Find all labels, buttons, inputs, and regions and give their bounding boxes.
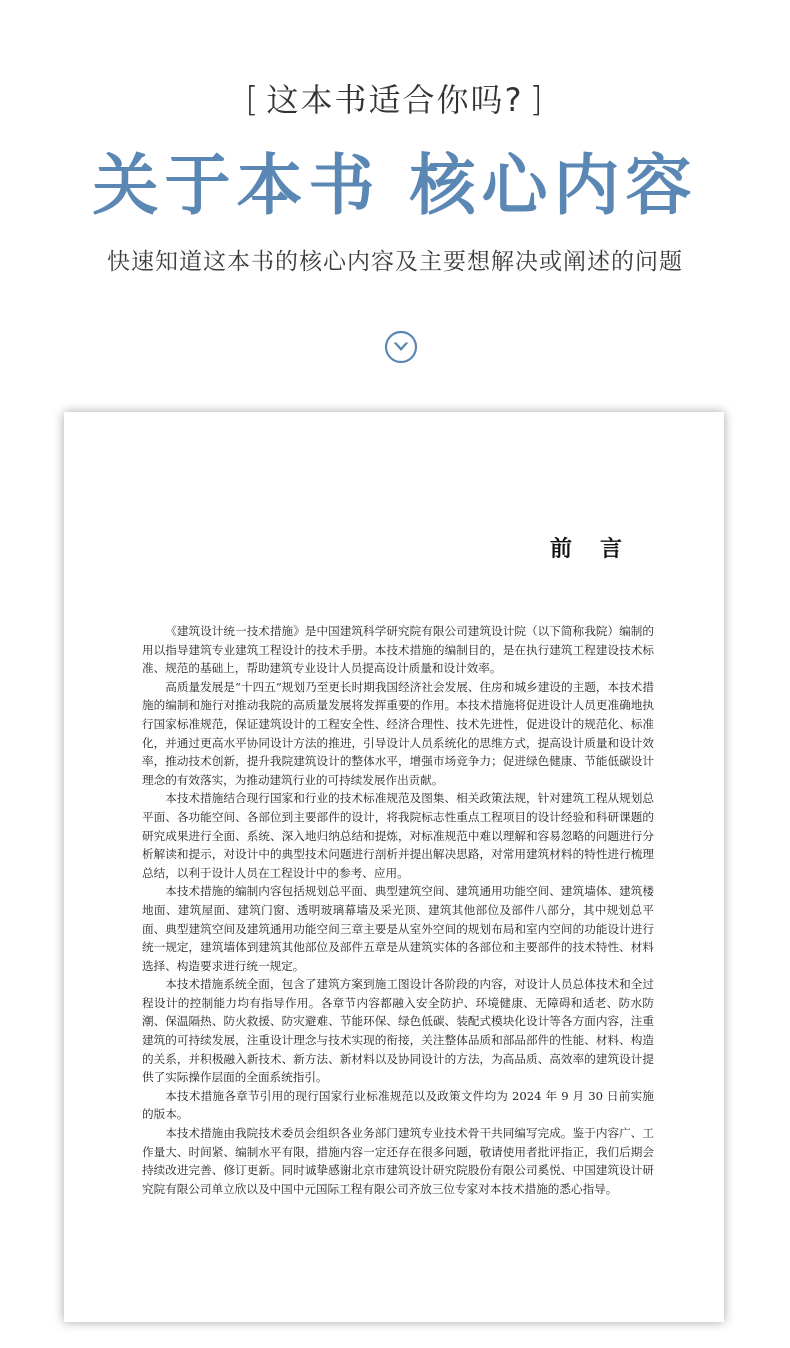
question-text: 这本书适合你吗? xyxy=(266,81,524,119)
paragraph: 《建筑设计统一技术措施》是中国建筑科学研究院有限公司建筑设计院（以下简称我院）编制的用以指导建筑专业建筑工程设计的技术手册。本技术措施的编制目的，是在执行建筑工程建设技术标准、规范的基础上，帮助建筑专业设计人员提高设计质量和设计效率。 xyxy=(142,624,654,676)
subtitle: 快速知道这本书的核心内容及主要想解决或阐述的问题 xyxy=(107,249,683,275)
preface-title: 前言 xyxy=(549,536,650,562)
book-page xyxy=(64,412,724,1322)
paragraph: 本技术措施结合现行国家和行业的技术标准规范及图集、相关政策法规，针对建筑工程从规划总平面、各功能空间、各部位到主要部件的设计，将我院标志性重点工程项目的设计经验和科研课题的研究成果进行全面、系统、深入地归纳总结和提炼，对标准规范中难以理解和容易忽略的问题进行分析解读和提示，对设计中的典型技术问题进行剖析并提出解决思路，对常用建筑材料的特性进行梳理总结，以利于设计人员在工程设计中的参考、应用。 xyxy=(142,791,654,880)
main-title: 关于本书 核心内容 xyxy=(92,146,698,224)
question-heading xyxy=(0,78,790,122)
paragraph: 本技术措施由我院技术委员会组织各业务部门建筑专业技术骨干共同编写完成。鉴于内容广、工作量大、时间紧、编制水平有限，措施内容一定还存在很多问题，敬请使用者批评指正，我们后期会持续改进完善、修订更新。同时诚挚感谢北京市建筑设计研究院股份有限公司奚悦、中国建筑设计研究院有限公司单立欣以及中国中元国际工程有限公司齐放三位专家对本技术措施的悉心指导。 xyxy=(142,1126,654,1196)
bracket-close: ] xyxy=(529,80,545,120)
paragraph: 本技术措施的编制内容包括规划总平面、典型建筑空间、建筑通用功能空间、建筑墙体、建筑楼地面、建筑屋面、建筑门窗、透明玻璃幕墙及采光顶、建筑其他部位及部件八部分，其中规划总平面、典型建筑空间及建筑通用功能空间三章主要是从室外空间的规划布局和室内空间的功能设计进行统一规定，建筑墙体到建筑其他部位及部件五章是从建筑实体的各部位和主要部件的技术特性、材料选择、构造要求进行统一规定。 xyxy=(142,884,654,973)
chevron-down-circle-icon xyxy=(384,330,418,364)
paragraph: 本技术措施各章节引用的现行国家行业标准规范以及政策文件均为 2024 年 9 月 30 日前实施的版本。 xyxy=(142,1088,654,1122)
preface-body xyxy=(142,622,654,1198)
paragraph: 高质量发展是“十四五”规划乃至更长时期我国经济社会发展、住房和城乡建设的主题，本技术措施的编制和施行对推动我院的高质量发展将发挥重要的作用。本技术措施将促进设计人员更准确地执行国家标准规范，保证建筑设计的工程安全性、经济合理性、技术先进性，促进设计的规范化、标准化，并通过更高水平协同设计方法的推进，引导设计人员系统化的思维方式，提高设计质量和设计效率，推动技术创新，提升我院建筑设计的整体水平，增强市场竞争力；促进绿色健康、节能低碳设计理念的有效落实，为推动建筑行业的可持续发展作出贡献。 xyxy=(142,679,654,787)
header-section xyxy=(0,0,790,400)
paragraph: 本技术措施系统全面，包含了建筑方案到施工图设计各阶段的内容，对设计人员总体技术和全过程设计的控制能力均有指导作用。各章节内容都融入安全防护、环境健康、无障碍和适老、防水防潮、保温隔热、防火救援、防灾避难、节能环保、绿色低碳、装配式模块化设计等各方面内容，注重建筑的可持续发展，注重设计理念与技术实现的衔接，关注整体品质和部品部件的性能、材料、构造的关系，并积极融入新技术、新方法、新材料以及协同设计的方法，为高品质、高效率的建筑设计提供了实际操作层面的全面系统指引。 xyxy=(142,977,654,1085)
bracket-open: [ xyxy=(245,80,261,120)
